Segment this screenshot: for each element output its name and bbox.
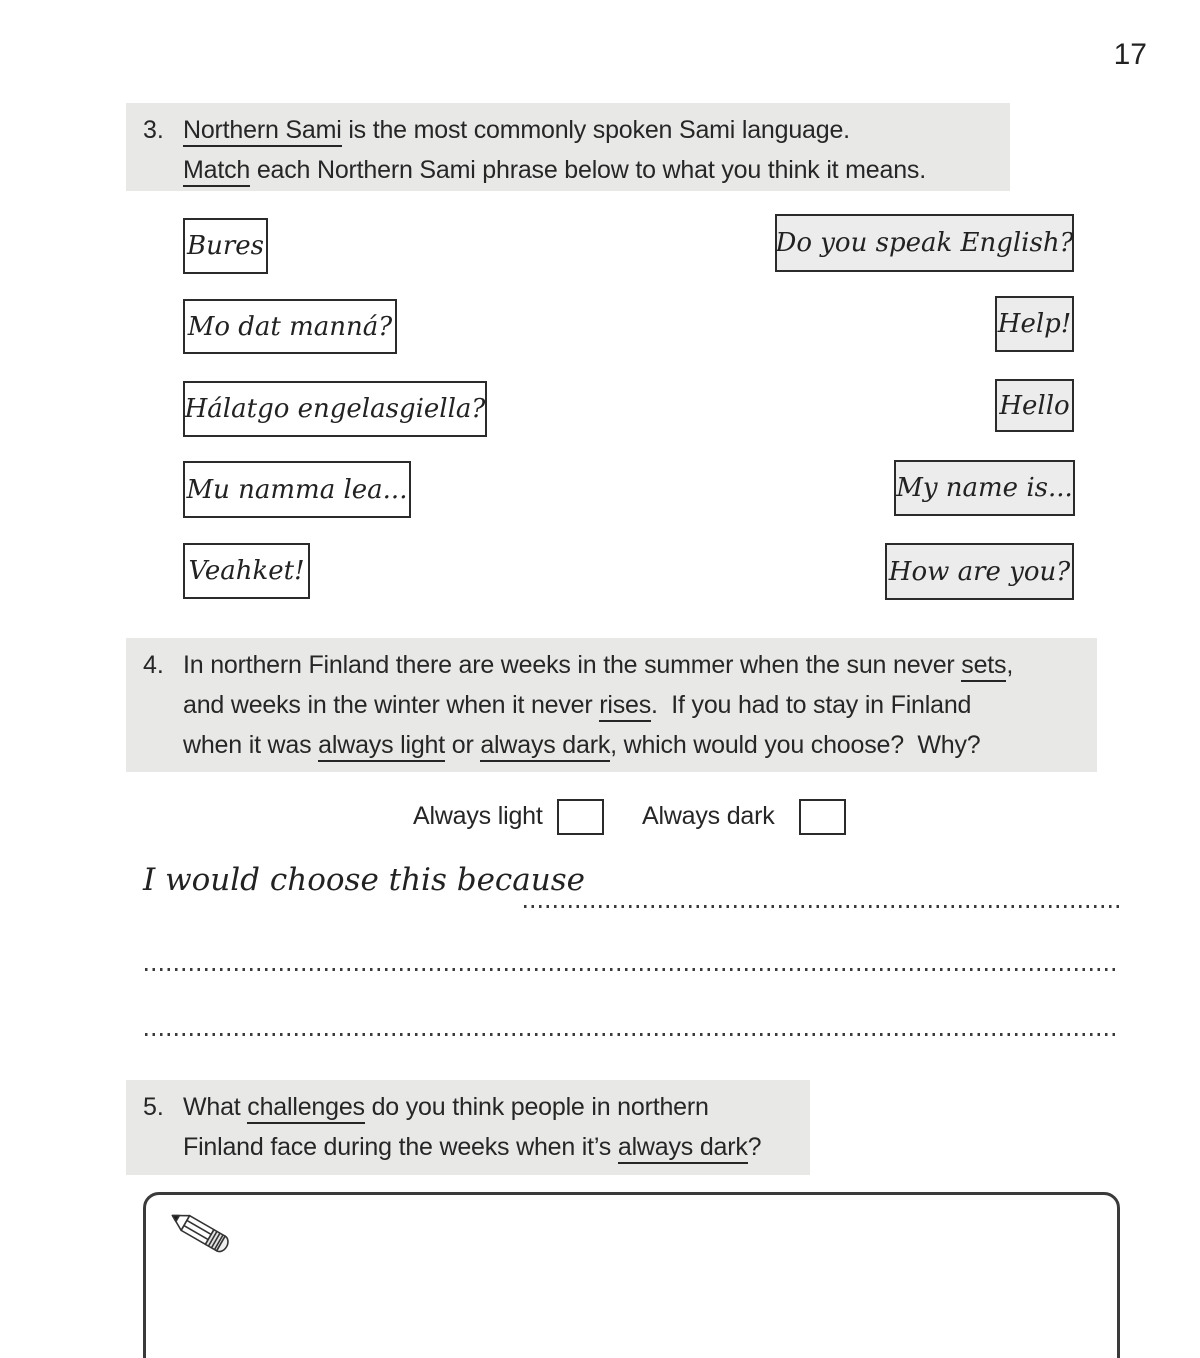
question-5-text xyxy=(126,1080,810,1175)
question-3-number: 3. xyxy=(143,116,164,144)
question-5-number: 5. xyxy=(143,1093,164,1121)
pencil-icon xyxy=(162,1207,240,1268)
question-3-text xyxy=(126,103,1010,191)
always-dark-checkbox[interactable] xyxy=(799,799,846,835)
always-dark-label: Always dark xyxy=(642,802,775,830)
question-4-text xyxy=(126,638,1097,772)
always-light-label: Always light xyxy=(413,802,543,830)
meaning-hello[interactable]: Hello xyxy=(995,379,1074,432)
sami-phrase-halatgo-engelasgiella[interactable]: Hálatgo engelasgiella? xyxy=(183,381,487,437)
question-4-line-1: In northern Finland there are weeks in the summer when the sun never sets, xyxy=(183,645,1097,685)
meaning-help[interactable]: Help! xyxy=(995,296,1074,352)
sami-phrase-mo-dat-manna[interactable]: Mo dat manná? xyxy=(183,299,397,354)
answer-line-2[interactable] xyxy=(145,968,1120,971)
question-3-line-2: Match each Northern Sami phrase below to what you think it means. xyxy=(183,150,1010,190)
question-3-line-1: Northern Sami is the most commonly spoken Sami language. xyxy=(183,110,1010,150)
question-4-line-2: and weeks in the winter when it never rises. If you had to stay in Finland xyxy=(183,685,1097,725)
question-5-line-1: What challenges do you think people in northern xyxy=(183,1087,810,1127)
sami-phrase-mu-namma-lea[interactable]: Mu namma lea... xyxy=(183,461,411,518)
answer-line-3[interactable] xyxy=(145,1033,1120,1036)
meaning-do-you-speak-english[interactable]: Do you speak English? xyxy=(775,214,1074,272)
free-answer-box[interactable] xyxy=(143,1192,1120,1358)
question-4-number: 4. xyxy=(143,651,164,679)
sami-phrase-bures[interactable]: Bures xyxy=(183,218,268,274)
question-4-line-3: when it was always light or always dark, which would you choose? Why? xyxy=(183,725,1097,765)
meaning-how-are-you[interactable]: How are you? xyxy=(885,543,1074,600)
sami-phrase-veahket[interactable]: Veahket! xyxy=(183,543,310,599)
meaning-my-name-is[interactable]: My name is... xyxy=(894,460,1075,516)
choose-because-prompt: I would choose this because xyxy=(143,862,585,898)
question-5-line-2: Finland face during the weeks when it’s always dark? xyxy=(183,1127,810,1167)
always-light-checkbox[interactable] xyxy=(557,799,604,835)
answer-line-1[interactable] xyxy=(524,905,1120,908)
page-number: 17 xyxy=(1113,38,1147,71)
